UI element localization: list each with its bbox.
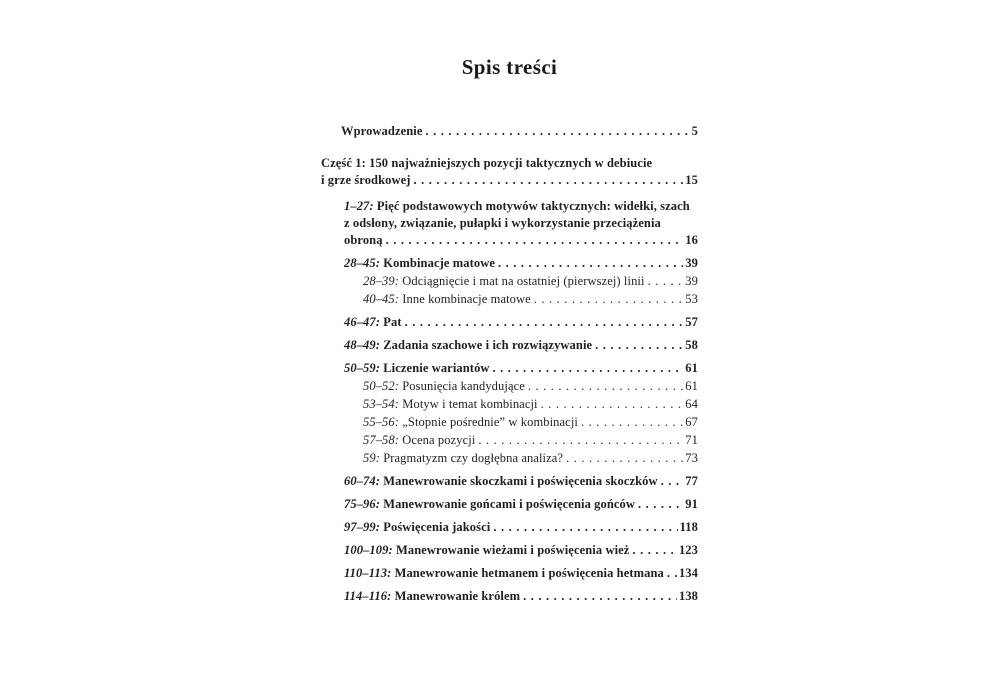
toc-entry-range: 114–116: — [344, 589, 395, 603]
toc-entry — [344, 588, 698, 605]
toc-entry-line: z odsłony, związanie, pułapki i wykorzystanie przeciążenia — [344, 216, 661, 230]
page-number: 71 — [685, 433, 698, 447]
page-number: 39 — [685, 256, 698, 270]
toc-entry-title: Manewrowanie skoczkami i poświęcenia skoczków — [383, 474, 658, 488]
toc-entry-row — [344, 360, 698, 377]
toc-entry — [363, 291, 698, 308]
toc-entry-range: 40–45: — [363, 292, 403, 306]
dot-leader — [667, 565, 677, 582]
page-number: 134 — [678, 566, 698, 580]
toc-entry-range: 50–59: — [344, 361, 384, 375]
toc-entry — [363, 378, 698, 395]
page-number: 118 — [679, 520, 698, 534]
toc-entry-title: Kombinacje matowe — [383, 256, 495, 270]
toc-entry-title: Wprowadzenie — [341, 124, 423, 138]
toc-entry-row — [344, 565, 698, 582]
toc-entry-title: Poświęcenia jakości — [383, 520, 491, 534]
toc-entry-row — [341, 123, 698, 140]
toc-entry-range: 53–54: — [363, 397, 403, 411]
toc-entry-range: 100–109: — [344, 543, 396, 557]
toc-entry-row — [344, 314, 698, 331]
toc-entry — [363, 414, 698, 431]
toc-entry — [344, 519, 698, 536]
toc-entry-title: Inne kombinacje matowe — [402, 292, 531, 306]
page-number: 57 — [685, 315, 698, 329]
dot-leader — [528, 378, 683, 395]
page-number: 58 — [685, 338, 698, 352]
toc-entry — [321, 155, 698, 189]
toc-entry — [344, 314, 698, 331]
page-number: 39 — [685, 274, 698, 288]
dot-leader — [523, 588, 677, 605]
toc-entry-title: Odciągnięcie i mat na ostatniej (pierwszej) linii — [402, 274, 645, 288]
page-number: 67 — [685, 415, 698, 429]
toc-entry-range: 50–52: — [363, 379, 403, 393]
toc-entry-row — [363, 432, 698, 449]
toc-entry-title: Manewrowanie wieżami i poświęcenia wież — [395, 543, 630, 557]
dot-leader — [541, 396, 684, 413]
toc-entry-title: Zadania szachowe i ich rozwiązywanie — [383, 338, 593, 352]
page-number: 16 — [685, 233, 698, 247]
toc-entry-title: „Stopnie pośrednie” w kombinacji — [402, 415, 578, 429]
toc-entry-title: Manewrowanie hetmanem i poświęcenia hetmana — [394, 566, 664, 580]
page-title: Spis treści — [461, 55, 558, 79]
toc-entry-row — [344, 337, 698, 354]
dot-leader — [386, 232, 684, 249]
toc-entry-range: 1–27: — [344, 199, 377, 213]
toc-entry-title: Posunięcia kandydujące — [402, 379, 525, 393]
toc-entry — [344, 473, 698, 490]
toc-entry-range: 28–45: — [344, 256, 384, 270]
toc-entry-row — [363, 291, 698, 308]
dot-leader — [478, 432, 683, 449]
toc-entry-title: Pragmatyzm czy dogłębna analiza? — [383, 451, 564, 465]
toc-entry-range: 75–96: — [344, 497, 384, 511]
toc-entry-title: Manewrowanie gońcami i poświęcenia gońców — [383, 497, 636, 511]
toc-entry — [344, 255, 698, 272]
toc-entry-row — [344, 473, 698, 490]
toc-entry-range: 59: — [363, 451, 384, 465]
dot-leader — [414, 172, 684, 189]
page-number: 5 — [691, 124, 698, 138]
toc-entry-range: 48–49: — [344, 338, 384, 352]
toc-entry-line: 1–27: Pięć podstawowych motywów taktycznych: widełki, szach — [344, 199, 690, 213]
toc-entry-row — [363, 396, 698, 413]
toc-entry-range: 57–58: — [363, 433, 403, 447]
dot-leader — [661, 473, 684, 490]
toc-entry-title: obroną — [344, 233, 383, 247]
toc-entry-title: Pat — [383, 315, 402, 329]
toc-entry-row — [321, 172, 698, 189]
toc-entry — [344, 337, 698, 354]
toc-entry — [363, 273, 698, 290]
toc-entry-range: 46–47: — [344, 315, 384, 329]
toc-entry-row — [363, 450, 698, 467]
toc-entry-range: 55–56: — [363, 415, 403, 429]
page-number: 61 — [685, 361, 698, 375]
toc-entry-title: Motyw i temat kombinacji — [402, 397, 538, 411]
toc-entry-range: 60–74: — [344, 474, 384, 488]
dot-leader — [493, 519, 677, 536]
page-number: 138 — [678, 589, 698, 603]
dot-leader — [595, 337, 683, 354]
toc-entry — [344, 360, 698, 377]
toc-entry — [341, 123, 698, 140]
page-number: 123 — [678, 543, 698, 557]
toc-entry-row — [363, 414, 698, 431]
table-of-contents-page — [321, 0, 698, 605]
toc-entry — [344, 565, 698, 582]
toc-entry-row — [363, 378, 698, 395]
dot-leader — [638, 496, 683, 513]
toc-entry — [363, 450, 698, 467]
toc-entry — [363, 432, 698, 449]
toc-entry — [344, 496, 698, 513]
page-number: 64 — [685, 397, 698, 411]
dot-leader — [648, 273, 684, 290]
toc-entry — [363, 396, 698, 413]
toc-list — [321, 123, 698, 605]
page-number: 91 — [685, 497, 698, 511]
toc-entry-range: 97–99: — [344, 520, 384, 534]
toc-entry-line: Część 1: 150 najważniejszych pozycji taktycznych w debiucie — [321, 156, 653, 170]
dot-leader — [426, 123, 690, 140]
dot-leader — [632, 542, 677, 559]
toc-entry-range: 110–113: — [344, 566, 395, 580]
toc-entry-title: Liczenie wariantów — [383, 361, 490, 375]
dot-leader — [534, 291, 684, 308]
toc-entry — [344, 198, 698, 249]
toc-entry-title: i grze środkowej — [321, 173, 411, 187]
toc-entry-row — [344, 496, 698, 513]
dot-leader — [493, 360, 684, 377]
dot-leader — [566, 450, 683, 467]
dot-leader — [581, 414, 683, 431]
toc-entry-row — [344, 255, 698, 272]
page-number: 15 — [685, 173, 698, 187]
page-number: 73 — [685, 451, 698, 465]
toc-entry-row — [363, 273, 698, 290]
dot-leader — [405, 314, 684, 331]
toc-entry-row — [344, 588, 698, 605]
page-number: 77 — [685, 474, 698, 488]
toc-entry — [344, 542, 698, 559]
dot-leader — [498, 255, 683, 272]
toc-entry-row — [344, 232, 698, 249]
toc-entry-row — [344, 519, 698, 536]
page-number: 61 — [685, 379, 698, 393]
toc-entry-row — [344, 542, 698, 559]
page-number: 53 — [685, 292, 698, 306]
toc-entry-title: Manewrowanie królem — [394, 589, 521, 603]
toc-entry-range: 28–39: — [363, 274, 403, 288]
toc-entry-title: Ocena pozycji — [402, 433, 476, 447]
